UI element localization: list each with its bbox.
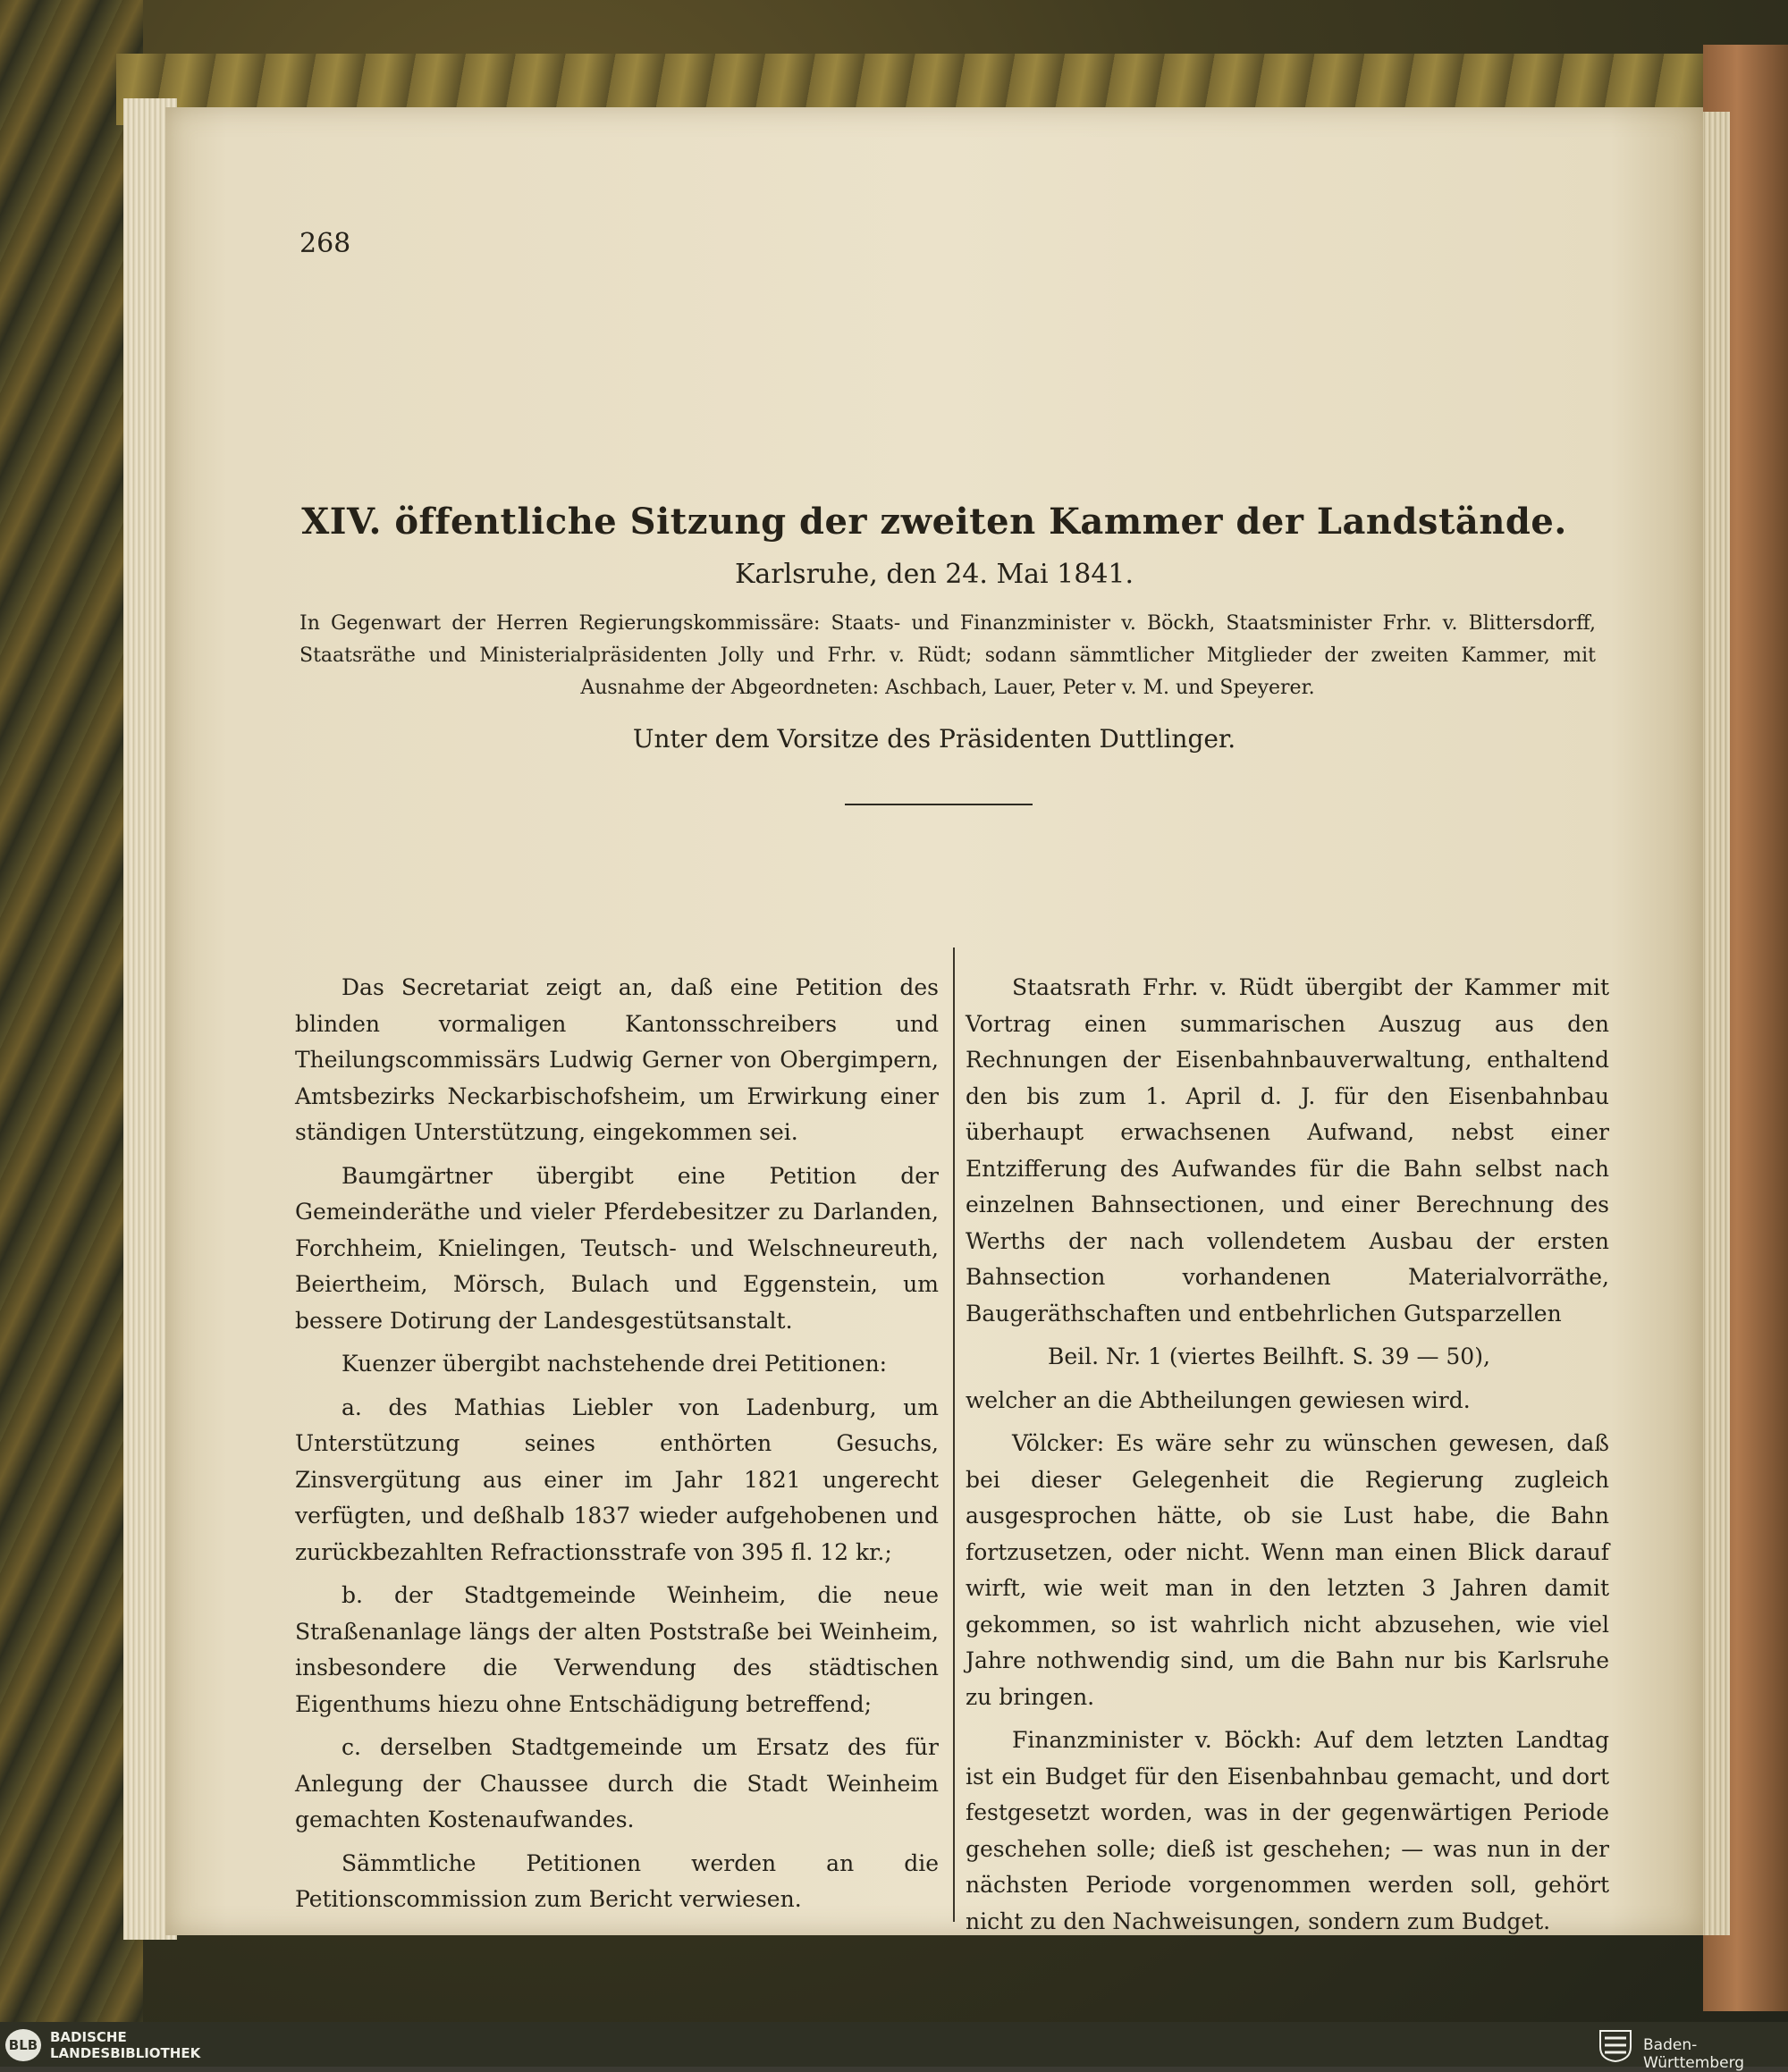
state-name[interactable]: Baden-Württemberg <box>1643 2036 1745 2072</box>
book-page <box>165 107 1703 1935</box>
chair-line: Unter dem Vorsitze des Präsidenten Duttlinger. <box>632 724 1236 754</box>
paragraph: Völcker: Es wäre sehr zu wünschen gewesen, daß bei dieser Gelegenheit die Regierung zugleich ausgesprochen hätte, ob sie Lust habe, die Bahn fortzusetzen, oder nicht. Wenn man einen Blick darauf wirft, wie weit man in den letzten 3 Jahren damit gekommen, so ist wahrlich nicht abzusehen, wie viel Jahre nothwendig sind, um die Bahn nur bis Karlsruhe zu bringen. <box>966 1430 1609 1710</box>
paragraph: Sämmtliche Petitionen werden an die Petitionscommission zum Bericht verwiesen. <box>295 1849 939 1912</box>
paragraph: Finanzminister v. Böckh: Auf dem letzten Landtag ist ein Budget für den Eisenbahnbau gemacht, und dort festgesetzt worden, was in der gegenwärtigen Periode geschehen solle; dieß ist geschehen; — was nun in der nächsten Periode vorgenommen werden soll, gehört nicht zu den Nachweisungen, sondern zum Budget. <box>966 1727 1609 1934</box>
library-name[interactable] <box>50 2029 200 2061</box>
attendance-note: In Gegenwart der Herren Regierungskommissäre: Staats- und Finanzminister v. Böckh, Staatsminister Frhr. v. Blittersdorff, Staatsräthe und Ministerialpräsidenten Jolly und Frhr. v. Rüdt; sodann sämmtlicher Mitglieder der zweiten Kammer, mit Ausnahme der Abgeordneten: Aschbach, Lauer, Peter v. M. und Speyerer. <box>299 612 1596 699</box>
column-divider <box>953 948 955 1922</box>
library-name-line2: LANDESBIBLIOTHEK <box>50 2045 201 2061</box>
paragraph: Kuenzer übergibt nachstehende drei Petitionen: <box>342 1351 888 1377</box>
blb-logo[interactable]: BLB <box>5 2029 41 2061</box>
page-number: 268 <box>299 228 351 259</box>
paragraph: welcher an die Abtheilungen gewiesen wird. <box>966 1386 1471 1413</box>
library-name-line1: BADISCHE <box>50 2029 127 2045</box>
petition-item-a: a. des Mathias Liebler von Ladenburg, um Unterstützung seines enthörten Gesuchs, Zinsvergütung aus einer im Jahr 1821 ungerecht verfügten, und deßhalb 1837 wieder aufgehobenen und zurückbezahlten Refractionsstrafe von 395 fl. 12 kr.; <box>295 1394 939 1565</box>
petition-item-b: b. der Stadtgemeinde Weinheim, die neue Straßenanlage längs der alten Poststraße bei Weinheim, insbesondere die Verwendung des städtischen Eigenthums hiezu ohne Entschädigung betreffend; <box>295 1582 939 1717</box>
left-column <box>295 970 939 1925</box>
marbled-cover-left <box>0 0 143 2022</box>
session-heading: XIV. öffentliche Sitzung der zweiten Kammer der Landstände. <box>301 501 1567 543</box>
state-coat-of-arms-icon[interactable] <box>1597 2027 1634 2063</box>
petition-item-c: c. derselben Stadtgemeinde um Ersatz des für Anlegung der Chaussee durch die Stadt Weinheim gemachten Kostenaufwandes. <box>295 1734 939 1832</box>
paragraph: Baumgärtner übergibt eine Petition der Gemeinderäthe und vieler Pferdebesitzer zu Darlanden, Forchheim, Knielingen, Teutsch- und Welschneureuth, Beiertheim, Mörsch, Bulach und Eggenstein, um bessere Dotirung der Landesgestütsanstalt. <box>295 1162 939 1334</box>
paragraph: Das Secretariat zeigt an, daß eine Petition des blinden vormaligen Kantonsschreibers und Theilungscommissärs Ludwig Gerner von Obergimpern, Amtsbezirks Neckarbischofsheim, um Erwirkung einer ständigen Unterstützung, eingekommen sei. <box>295 974 939 1145</box>
viewer-footer-bar <box>0 2022 1788 2067</box>
right-column <box>966 970 1609 1947</box>
dateline: Karlsruhe, den 24. Mai 1841. <box>734 559 1134 590</box>
section-rule <box>845 804 1033 805</box>
paragraph: Staatsrath Frhr. v. Rüdt übergibt der Kammer mit Vortrag einen summarischen Auszug aus den Rechnungen der Eisenbahnbauverwaltung, enthaltend den bis zum 1. April d. J. für den Eisenbahnbau überhaupt erwachsenen Aufwand, nebst einer Entzifferung des Aufwandes für die Bahn selbst nach einzelnen Bahnsectionen, und einer Berechnung des Werths der nach vollendetem Ausbau der ersten Bahnsection vorhandenen Materialvorräthe, Baugeräthschaften und entbehrlichen Gutsparzellen <box>966 974 1609 1327</box>
annex-reference: Beil. Nr. 1 (viertes Beilhft. S. 39 — 50), <box>1048 1343 1490 1369</box>
